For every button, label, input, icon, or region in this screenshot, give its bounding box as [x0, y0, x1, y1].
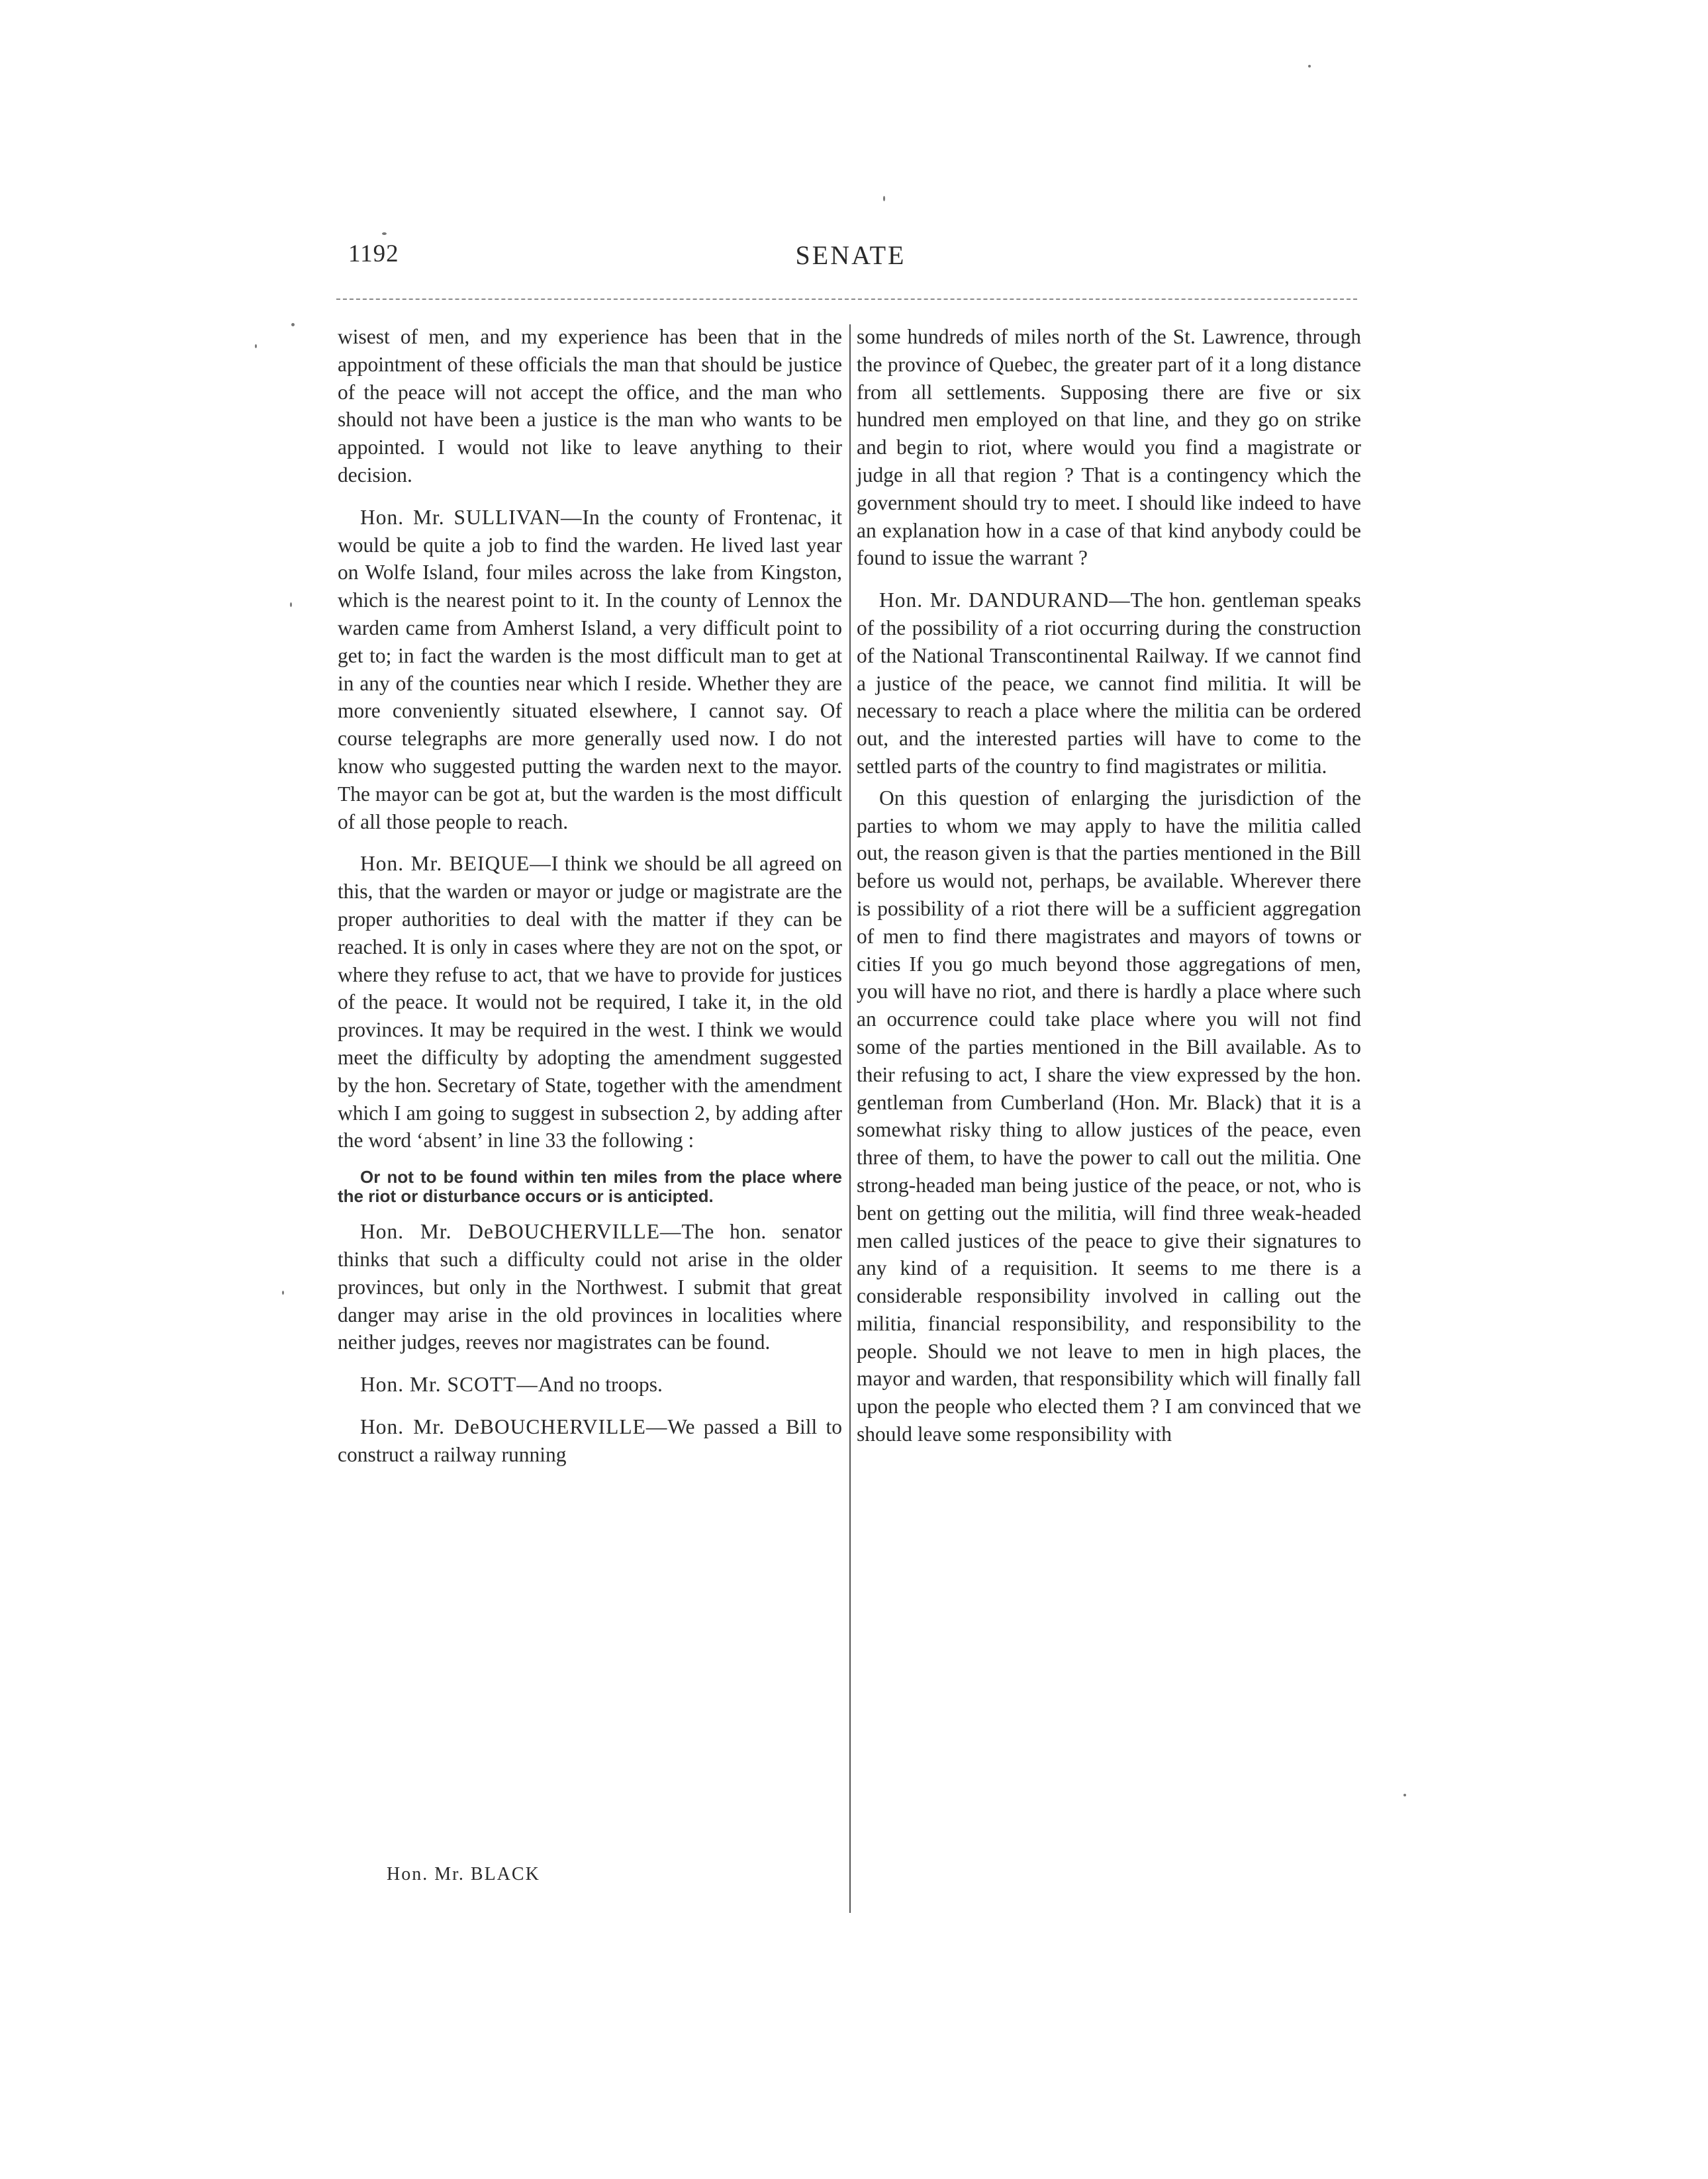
- paragraph-text: wisest of men, and my experience has been that in the appointment of these officials the man that should be justice of the peace will not accept the office, and the man who should not have been a justice is the man who wants to be appointed. I would not like to leave anything to their decision.: [338, 325, 842, 487]
- paragraph-text: some hundreds of miles north of the St. Lawrence, through the province of Quebec, the greater part of it a long distance from all settlements. Supposing there are five or six hundred men employed on that line, and they go on strike and begin to riot, where would you find a magistrate or judge in all that region ? That is a contingency which the government should try to meet. I should like indeed to have an explanation how in a case of that kind anybody could be found to issue the warrant ?: [857, 325, 1361, 570]
- speech-scott: [338, 1371, 842, 1399]
- speaker-name: Hon. Mr. BEIQUE—: [360, 852, 551, 876]
- speech-text: The hon. gentleman speaks of the possibility of a riot occurring during the construction of the National Transcontinental Railway. If we cannot find a justice of the peace, we cannot find militia. It will be necessary to reach a place where the militia can be ordered out, and the interested parties will have to come to the settled parts of the country to find magistrates or militia.: [857, 588, 1361, 778]
- page-header: [344, 240, 1357, 279]
- speech-text: I think we should be all agreed on this, that the warden or mayor or judge or magistrate are the proper authorities to deal with the matter if they can be reached. It is only in cases where they are not on the spot, or where they refuse to act, that we have to provide for justices of the peace. It would not be required, I take it, in the old provinces. It may be required in the west. I think we would meet the difficulty by adopting the amendment suggested by the hon. Secretary of State, together with the amendment which I am going to suggest in subsection 2, by adding after the word ‘absent’ in line 33 the following :: [338, 852, 842, 1152]
- running-head: SENATE: [795, 240, 906, 270]
- paragraph: [338, 323, 842, 489]
- paragraph: [857, 784, 1361, 1448]
- speaker-name: Hon. Mr. DeBOUCHERVILLE—: [360, 1220, 682, 1244]
- speech-text: We passed a Bill to construct a railway running: [338, 1414, 842, 1466]
- speaker-name: Hon. Mr. DANDURAND—: [879, 588, 1131, 612]
- footer-speaker-name: Hon. Mr. BLACK: [387, 1864, 540, 1884]
- scan-speck: [290, 602, 292, 607]
- scan-speck: [1403, 1794, 1406, 1796]
- speech-deboucherville-2: [338, 1413, 842, 1469]
- speech-deboucherville: [338, 1218, 842, 1356]
- right-column: [857, 323, 1361, 1898]
- speaker-name: Hon. Mr. DeBOUCHERVILLE—: [360, 1414, 668, 1438]
- scan-speck: [282, 1291, 284, 1295]
- scan-speck: [883, 196, 885, 201]
- scan-speck: [255, 344, 257, 348]
- speaker-name: Hon. Mr. SCOTT—: [360, 1373, 538, 1397]
- scan-speck: [1308, 65, 1311, 68]
- quote-text: Or not to be found within ten miles from the place where the riot or disturbance occurs or is anticipted.: [338, 1167, 842, 1207]
- left-column: [338, 323, 842, 1898]
- speech-beique: [338, 850, 842, 1154]
- speech-dandurand: [857, 586, 1361, 780]
- paragraph-text: On this question of enlarging the jurisdiction of the parties to whom we may apply to have the militia called out, the reason given is that the parties mentioned in the Bill before us would not, perhaps, be available. Wherever there is possibility of a riot there will be a sufficient aggregation of men to find there magistrates and mayors of towns or cities If you go much beyond those aggregations of men, you will have no riot, and there is hardly a place where such an occurrence could take place where you will not find some of the parties mentioned in the Bill available. As to their refusing to act, I share the view expressed by the hon. gentleman from Cumberland (Hon. Mr. Black) that it is a somewhat risky thing to allow justices of the peace, even three of them, to have the power to call out the militia. One strong-headed man being justice of the peace, or not, who is bent on getting out the militia, will find three weak-headed men called justices of the peace to give their signatures to any kind of a requisition. It seems to me there is a considerable responsibility involved in calling out the militia, financial responsibility, and responsibility to the people. Should we not leave to men in high places, the mayor and warden, that responsibility which will finally fall upon the people who elected them ? I am convinced that we should leave some responsibility with: [857, 786, 1361, 1446]
- scan-speck: [291, 323, 295, 326]
- speech-text: In the county of Frontenac, it would be quite a job to find the warden. He lived last year on Wolfe Island, four miles across the lake from Kingston, which is the nearest point to it. In the county of Lennox the warden came from Amherst Island, a very difficult point to get to; in fact the warden is the most difficult man to get at in any of the counties near which I reside. Whether they are more conveniently situated elsewhere, I cannot say. Of course telegraphs are more generally used now. I do not know who suggested putting the warden next to the mayor. The mayor can be got at, but the warden is the most difficult of all those people to reach.: [338, 505, 842, 833]
- speech-text: The hon. senator thinks that such a difficulty could not arise in the older provinces, but only in the Northwest. I submit that great danger may arise in the old provinces in localities where neither judges, reeves nor magistrates can be found.: [338, 1220, 842, 1354]
- speech-text: And no troops.: [538, 1373, 663, 1397]
- quoted-amendment: [338, 1168, 842, 1206]
- paragraph: [857, 323, 1361, 572]
- column-divider: [849, 324, 851, 1913]
- scan-speck: [382, 232, 387, 235]
- header-rule: [336, 299, 1357, 300]
- page-number: 1192: [348, 240, 399, 267]
- speech-sullivan: [338, 504, 842, 836]
- speaker-name: Hon. Mr. SULLIVAN—: [360, 505, 583, 529]
